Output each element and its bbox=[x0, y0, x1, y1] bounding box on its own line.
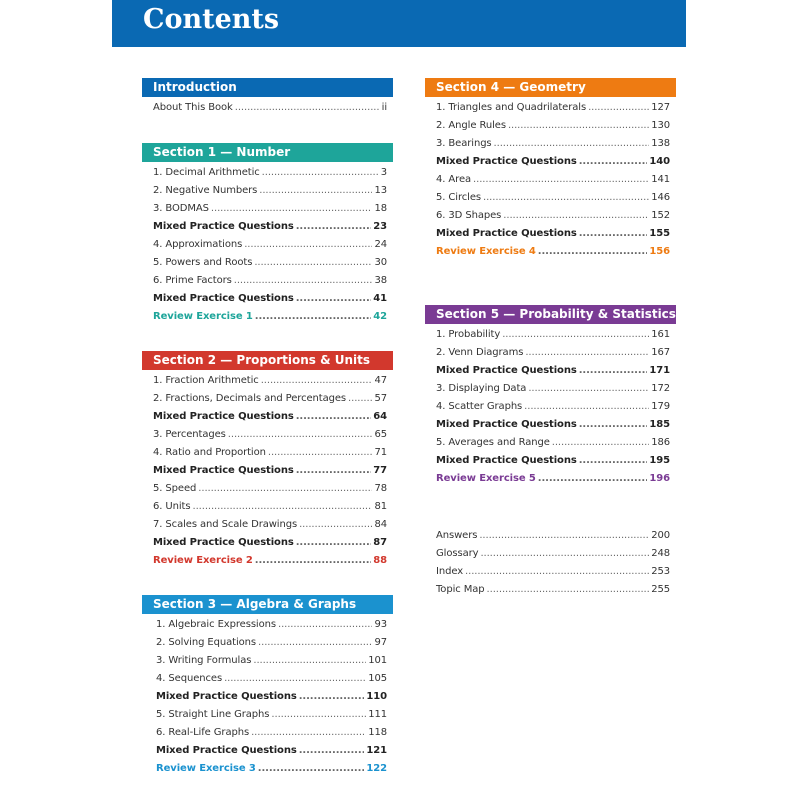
dot-leader bbox=[538, 246, 648, 257]
dot-leader bbox=[465, 566, 649, 577]
toc-entry[interactable] bbox=[425, 530, 676, 548]
page-number: 253 bbox=[651, 566, 670, 577]
dot-leader bbox=[480, 548, 649, 559]
toc-entry[interactable] bbox=[425, 102, 676, 120]
dot-leader bbox=[348, 393, 372, 404]
page-number: 24 bbox=[374, 239, 387, 250]
toc-entry[interactable] bbox=[425, 174, 676, 192]
section-heading: Section 2 — Proportions & Units bbox=[142, 351, 393, 370]
entry-label: 3. Percentages bbox=[153, 429, 226, 440]
toc-section bbox=[142, 143, 393, 329]
toc-section bbox=[425, 305, 676, 491]
entry-label: 3. Displaying Data bbox=[436, 383, 527, 394]
toc-entry[interactable] bbox=[142, 447, 393, 465]
dot-leader bbox=[224, 673, 366, 684]
dot-leader bbox=[296, 411, 372, 422]
page-number: 196 bbox=[649, 473, 670, 484]
dot-leader bbox=[579, 419, 648, 430]
dot-leader bbox=[244, 239, 372, 250]
page-number: 111 bbox=[368, 709, 387, 720]
entry-label: Review Exercise 1 bbox=[153, 311, 253, 322]
dot-leader bbox=[278, 619, 372, 630]
dot-leader bbox=[299, 691, 365, 702]
toc-entry[interactable] bbox=[142, 537, 393, 555]
page-number: 248 bbox=[651, 548, 670, 559]
review-exercise-link[interactable] bbox=[425, 246, 676, 264]
dot-leader bbox=[262, 167, 379, 178]
entry-label: 2. Negative Numbers bbox=[153, 185, 258, 196]
page-number: ii bbox=[381, 102, 387, 113]
entry-label: Topic Map bbox=[436, 584, 485, 595]
toc-entry[interactable] bbox=[425, 383, 676, 401]
back-matter bbox=[425, 530, 676, 602]
toc-entry[interactable] bbox=[142, 185, 393, 203]
section-heading: Introduction bbox=[142, 78, 393, 97]
entry-label: 3. Writing Formulas bbox=[156, 655, 252, 666]
dot-leader bbox=[473, 174, 649, 185]
entry-label: 3. Bearings bbox=[436, 138, 492, 149]
toc-entry[interactable] bbox=[425, 156, 676, 174]
toc-entry[interactable] bbox=[425, 566, 676, 584]
page-number: 84 bbox=[374, 519, 387, 530]
page-number: 30 bbox=[374, 257, 387, 268]
toc-entry[interactable] bbox=[425, 548, 676, 566]
entry-label: 1. Algebraic Expressions bbox=[156, 619, 276, 630]
toc-entry[interactable] bbox=[425, 228, 676, 246]
page-number: 167 bbox=[651, 347, 670, 358]
toc-entry[interactable] bbox=[425, 120, 676, 138]
page-number: 105 bbox=[368, 673, 387, 684]
toc-entry[interactable] bbox=[142, 501, 393, 519]
toc-entry[interactable] bbox=[142, 727, 393, 745]
dot-leader bbox=[487, 584, 650, 595]
toc-section bbox=[142, 351, 393, 573]
dot-leader bbox=[502, 329, 649, 340]
dot-leader bbox=[258, 763, 365, 774]
page-number: 41 bbox=[373, 293, 387, 304]
toc-entry[interactable] bbox=[425, 401, 676, 419]
toc-entry[interactable] bbox=[142, 203, 393, 221]
toc-section bbox=[142, 595, 393, 781]
page-number: 130 bbox=[651, 120, 670, 131]
toc-section bbox=[142, 78, 393, 120]
dot-leader bbox=[258, 637, 372, 648]
page-number: 141 bbox=[651, 174, 670, 185]
review-exercise-link[interactable] bbox=[425, 473, 676, 491]
dot-leader bbox=[251, 727, 366, 738]
entry-label: Mixed Practice Questions bbox=[156, 691, 297, 702]
dot-leader bbox=[296, 537, 372, 548]
entry-label: Mixed Practice Questions bbox=[156, 745, 297, 756]
page-number: 118 bbox=[368, 727, 387, 738]
toc-entry[interactable] bbox=[142, 293, 393, 311]
entry-label: 5. Circles bbox=[436, 192, 482, 203]
toc-entry[interactable] bbox=[142, 709, 393, 727]
review-exercise-link[interactable] bbox=[142, 311, 393, 329]
entry-label: Mixed Practice Questions bbox=[153, 221, 294, 232]
toc-entry[interactable] bbox=[142, 375, 393, 393]
toc-entry[interactable] bbox=[142, 483, 393, 501]
dot-leader bbox=[508, 120, 649, 131]
dot-leader bbox=[588, 102, 649, 113]
entry-label: Glossary bbox=[436, 548, 479, 559]
dot-leader bbox=[525, 347, 649, 358]
entry-label: 7. Scales and Scale Drawings bbox=[153, 519, 298, 530]
entry-label: 5. Straight Line Graphs bbox=[156, 709, 270, 720]
dot-leader bbox=[299, 519, 372, 530]
dot-leader bbox=[228, 429, 373, 440]
toc-entry[interactable] bbox=[142, 673, 393, 691]
page-number: 185 bbox=[649, 419, 670, 430]
page-number: 186 bbox=[651, 437, 670, 448]
page-number: 88 bbox=[373, 555, 387, 566]
entry-label: Mixed Practice Questions bbox=[153, 293, 294, 304]
entry-label: 2. Angle Rules bbox=[436, 120, 506, 131]
toc-entry[interactable] bbox=[142, 637, 393, 655]
entry-label: 6. 3D Shapes bbox=[436, 210, 502, 221]
page-number: 57 bbox=[374, 393, 387, 404]
dot-leader bbox=[198, 483, 372, 494]
review-exercise-link[interactable] bbox=[142, 555, 393, 573]
entry-label: 1. Triangles and Quadrilaterals bbox=[436, 102, 587, 113]
toc-entry[interactable] bbox=[142, 411, 393, 429]
entry-label: 4. Sequences bbox=[156, 673, 223, 684]
page-number: 195 bbox=[649, 455, 670, 466]
page-number: 200 bbox=[651, 530, 670, 541]
page-number: 110 bbox=[366, 691, 387, 702]
entry-label: Mixed Practice Questions bbox=[153, 465, 294, 476]
page-number: 127 bbox=[651, 102, 670, 113]
page-number: 81 bbox=[374, 501, 387, 512]
toc-entry[interactable] bbox=[425, 437, 676, 455]
page-number: 155 bbox=[649, 228, 670, 239]
page-number: 121 bbox=[366, 745, 387, 756]
entry-label: Mixed Practice Questions bbox=[436, 228, 577, 239]
dot-leader bbox=[296, 221, 372, 232]
toc-entry[interactable] bbox=[142, 465, 393, 483]
page-number: 71 bbox=[374, 447, 387, 458]
entry-label: 4. Scatter Graphs bbox=[436, 401, 523, 412]
entry-label: 1. Fraction Arithmetic bbox=[153, 375, 259, 386]
dot-leader bbox=[579, 156, 648, 167]
page-number: 138 bbox=[651, 138, 670, 149]
entry-label: 2. Fractions, Decimals and Percentages bbox=[153, 393, 347, 404]
page-number: 171 bbox=[649, 365, 670, 376]
page-number: 3 bbox=[380, 167, 387, 178]
page-title: Contents bbox=[143, 4, 280, 35]
dot-leader bbox=[503, 210, 649, 221]
entry-label: 5. Powers and Roots bbox=[153, 257, 253, 268]
entry-label: Mixed Practice Questions bbox=[436, 156, 577, 167]
entry-label: Mixed Practice Questions bbox=[153, 411, 294, 422]
toc-entry[interactable] bbox=[142, 257, 393, 275]
dot-leader bbox=[479, 530, 649, 541]
toc-entry[interactable] bbox=[142, 655, 393, 673]
toc-entry[interactable] bbox=[425, 210, 676, 228]
page-number: 161 bbox=[651, 329, 670, 340]
toc-entry[interactable] bbox=[142, 167, 393, 185]
page-number: 255 bbox=[651, 584, 670, 595]
dot-leader bbox=[579, 455, 648, 466]
entry-label: 6. Prime Factors bbox=[153, 275, 232, 286]
page-number: 146 bbox=[651, 192, 670, 203]
entry-label: 6. Units bbox=[153, 501, 191, 512]
entry-label: Mixed Practice Questions bbox=[436, 455, 577, 466]
dot-leader bbox=[261, 375, 373, 386]
entry-label: Mixed Practice Questions bbox=[436, 365, 577, 376]
entry-label: 2. Venn Diagrams bbox=[436, 347, 524, 358]
toc-entry[interactable] bbox=[142, 429, 393, 447]
dot-leader bbox=[579, 365, 648, 376]
dot-leader bbox=[528, 383, 649, 394]
review-exercise-link[interactable] bbox=[142, 763, 393, 781]
dot-leader bbox=[253, 655, 366, 666]
dot-leader bbox=[193, 501, 373, 512]
entry-label: 5. Averages and Range bbox=[436, 437, 550, 448]
toc-entry[interactable] bbox=[142, 691, 393, 709]
dot-leader bbox=[254, 257, 372, 268]
dot-leader bbox=[494, 138, 650, 149]
dot-leader bbox=[255, 555, 372, 566]
dot-leader bbox=[483, 192, 649, 203]
entry-label: Answers bbox=[436, 530, 478, 541]
page-number: 140 bbox=[649, 156, 670, 167]
page-number: 97 bbox=[374, 637, 387, 648]
toc-entry[interactable] bbox=[425, 138, 676, 156]
dot-leader bbox=[211, 203, 373, 214]
page-number: 38 bbox=[374, 275, 387, 286]
dot-leader bbox=[255, 311, 372, 322]
entry-label: Mixed Practice Questions bbox=[436, 419, 577, 430]
page-number: 93 bbox=[374, 619, 387, 630]
toc-entry[interactable] bbox=[425, 455, 676, 473]
entry-label: Review Exercise 5 bbox=[436, 473, 536, 484]
page-number: 77 bbox=[373, 465, 387, 476]
dot-leader bbox=[235, 102, 380, 113]
page-number: 156 bbox=[649, 246, 670, 257]
page-number: 172 bbox=[651, 383, 670, 394]
page-number: 18 bbox=[374, 203, 387, 214]
page-number: 122 bbox=[366, 763, 387, 774]
page-number: 64 bbox=[373, 411, 387, 422]
toc-entry[interactable] bbox=[425, 347, 676, 365]
entry-label: 4. Ratio and Proportion bbox=[153, 447, 266, 458]
toc-entry[interactable] bbox=[142, 239, 393, 257]
dot-leader bbox=[259, 185, 372, 196]
entry-label: Review Exercise 2 bbox=[153, 555, 253, 566]
page-number: 101 bbox=[368, 655, 387, 666]
page-number: 42 bbox=[373, 311, 387, 322]
page-number: 78 bbox=[374, 483, 387, 494]
contents-header bbox=[112, 0, 686, 47]
toc-entry[interactable] bbox=[142, 745, 393, 763]
page-number: 152 bbox=[651, 210, 670, 221]
entry-label: About This Book bbox=[153, 102, 233, 113]
toc-entry[interactable] bbox=[142, 221, 393, 239]
page-number: 13 bbox=[374, 185, 387, 196]
entry-label: Review Exercise 4 bbox=[436, 246, 536, 257]
dot-leader bbox=[268, 447, 373, 458]
page-number: 47 bbox=[374, 375, 387, 386]
dot-leader bbox=[524, 401, 649, 412]
entry-label: 3. BODMAS bbox=[153, 203, 209, 214]
toc-entry[interactable] bbox=[425, 419, 676, 437]
entry-label: 6. Real-Life Graphs bbox=[156, 727, 250, 738]
toc-section bbox=[425, 78, 676, 264]
dot-leader bbox=[234, 275, 373, 286]
section-heading: Section 1 — Number bbox=[142, 143, 393, 162]
entry-label: Index bbox=[436, 566, 464, 577]
entry-label: Review Exercise 3 bbox=[156, 763, 256, 774]
toc-entry[interactable] bbox=[425, 365, 676, 383]
entry-label: 1. Decimal Arithmetic bbox=[153, 167, 260, 178]
dot-leader bbox=[296, 293, 372, 304]
dot-leader bbox=[538, 473, 648, 484]
toc-entry[interactable] bbox=[142, 393, 393, 411]
toc-entry[interactable] bbox=[425, 192, 676, 210]
dot-leader bbox=[552, 437, 649, 448]
entry-label: Mixed Practice Questions bbox=[153, 537, 294, 548]
dot-leader bbox=[299, 745, 365, 756]
section-heading: Section 4 — Geometry bbox=[425, 78, 676, 97]
entry-label: 5. Speed bbox=[153, 483, 197, 494]
entry-label: 4. Approximations bbox=[153, 239, 243, 250]
dot-leader bbox=[271, 709, 366, 720]
page-number: 87 bbox=[373, 537, 387, 548]
dot-leader bbox=[296, 465, 372, 476]
entry-label: 2. Solving Equations bbox=[156, 637, 257, 648]
toc-entry[interactable] bbox=[425, 329, 676, 347]
section-heading: Section 3 — Algebra & Graphs bbox=[142, 595, 393, 614]
toc-entry[interactable] bbox=[142, 619, 393, 637]
section-heading: Section 5 — Probability & Statistics bbox=[425, 305, 676, 324]
entry-label: 4. Area bbox=[436, 174, 472, 185]
page-number: 65 bbox=[374, 429, 387, 440]
page-number: 23 bbox=[373, 221, 387, 232]
toc-entry[interactable] bbox=[142, 102, 393, 120]
toc-entry[interactable] bbox=[142, 275, 393, 293]
page-number: 179 bbox=[651, 401, 670, 412]
dot-leader bbox=[579, 228, 648, 239]
toc-entry[interactable] bbox=[142, 519, 393, 537]
toc-entry[interactable] bbox=[425, 584, 676, 602]
entry-label: 1. Probability bbox=[436, 329, 501, 340]
